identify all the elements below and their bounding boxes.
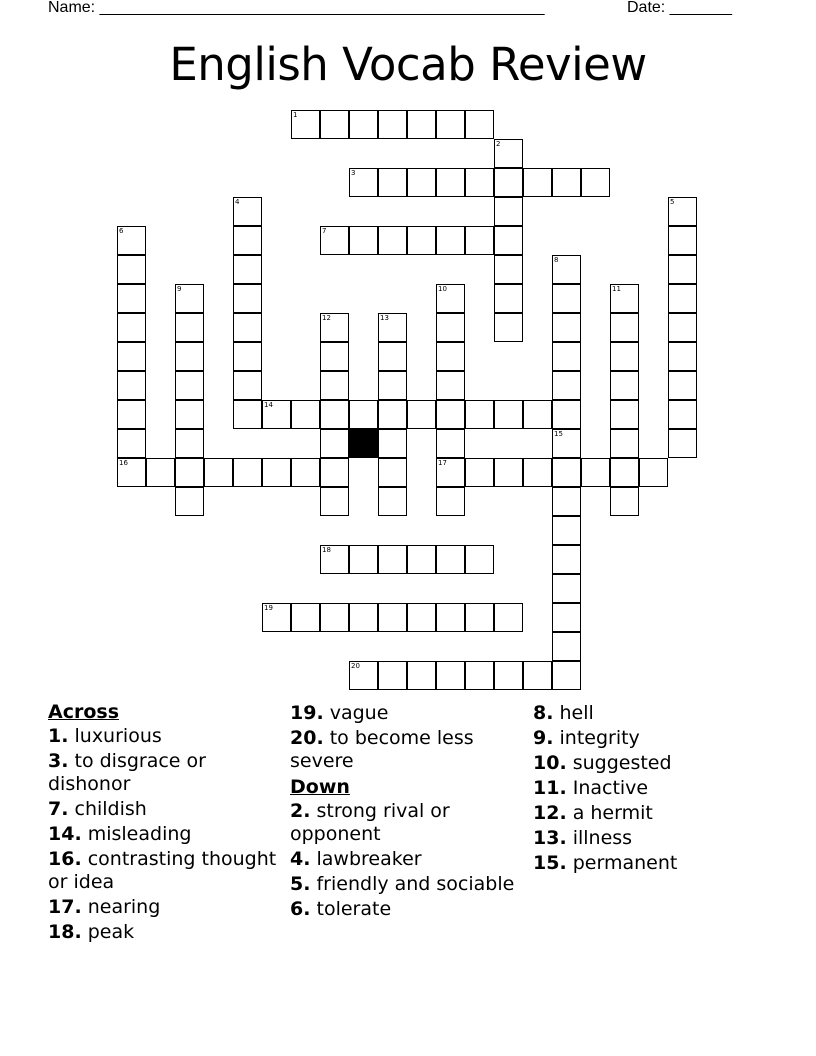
crossword-cell[interactable] [378,110,407,139]
crossword-cell[interactable] [465,168,494,197]
crossword-cell[interactable] [668,371,697,400]
clue-text: luxurious [68,725,162,747]
crossword-cell[interactable] [552,255,581,284]
clue-number: 8. [533,702,554,724]
crossword-cell[interactable] [175,371,204,400]
crossword-cell[interactable] [552,371,581,400]
crossword-cell[interactable] [320,342,349,371]
across-clue [48,823,283,846]
crossword-cell[interactable] [610,284,639,313]
crossword-cell[interactable] [320,313,349,342]
clue-number: 10 [438,285,447,293]
crossword-cell[interactable] [320,487,349,516]
clue-text: illness [566,827,633,849]
crossword-cell[interactable] [668,342,697,371]
clue-number: 17. [48,896,82,918]
crossword-cell[interactable] [349,603,378,632]
crossword-cell[interactable] [581,458,610,487]
clue-text: Inactive [566,777,649,799]
down-clue [533,777,768,800]
crossword-cell[interactable] [320,603,349,632]
clue-text: vague [323,702,389,724]
across-heading: Across [48,701,120,723]
crossword-cell[interactable] [262,458,291,487]
across-clue [48,848,283,894]
clue-number: 4. [290,848,311,870]
clue-number: 12 [322,314,331,322]
crossword-cell[interactable] [610,487,639,516]
crossword-cell[interactable] [175,284,204,313]
crossword-cell[interactable] [465,545,494,574]
clue-text: to disgrace or dishonor [48,750,206,795]
crossword-cell[interactable] [378,661,407,690]
crossword-cell[interactable] [320,400,349,429]
crossword-cell[interactable] [262,400,291,429]
crossword-cell[interactable] [552,313,581,342]
crossword-cell[interactable] [436,661,465,690]
crossword-cell[interactable] [552,342,581,371]
crossword-cell[interactable] [175,313,204,342]
clue-column-3 [533,702,768,877]
crossword-cell[interactable] [581,168,610,197]
crossword-cell[interactable] [668,313,697,342]
crossword-cell[interactable] [465,458,494,487]
clue-text: tolerate [310,898,392,920]
clue-text: hell [553,702,594,724]
crossword-cell[interactable] [204,458,233,487]
crossword-cell[interactable] [378,313,407,342]
crossword-cell[interactable] [552,168,581,197]
crossword-cell[interactable] [117,284,146,313]
crossword-cell[interactable] [552,661,581,690]
clue-number: 20. [290,727,324,749]
crossword-cell[interactable] [175,400,204,429]
crossword-cell[interactable] [378,545,407,574]
across-clue [290,727,525,773]
clue-number: 16. [48,848,82,870]
crossword-cell[interactable] [523,661,552,690]
crossword-cell[interactable] [349,400,378,429]
page-title: English Vocab Review [169,38,647,91]
crossword-cell[interactable] [494,139,523,168]
crossword-cell[interactable] [436,429,465,458]
clue-text: contrasting thought or idea [48,848,277,893]
crossword-cell[interactable] [465,226,494,255]
clue-text: misleading [81,823,192,845]
date-label: Date: [627,0,670,16]
clue-text: a hermit [566,802,653,824]
clue-number: 19. [290,702,324,724]
crossword-cell[interactable] [610,313,639,342]
down-clue [290,898,525,921]
crossword-cell[interactable] [552,603,581,632]
crossword-cell[interactable] [146,458,175,487]
crossword-cell[interactable] [233,342,262,371]
crossword-cell[interactable] [407,400,436,429]
clue-text: lawbreaker [310,848,422,870]
crossword-cell[interactable] [349,545,378,574]
crossword-cell[interactable] [552,429,581,458]
clue-text: friendly and sociable [310,873,515,895]
crossword-cell[interactable] [610,458,639,487]
crossword-cell[interactable] [320,458,349,487]
across-clue [48,896,283,919]
clue-number: 4 [235,198,240,206]
crossword-cell[interactable] [494,603,523,632]
crossword-cell[interactable] [668,429,697,458]
down-clue [533,752,768,775]
down-clue [533,852,768,875]
crossword-cell[interactable] [407,168,436,197]
crossword-cell[interactable] [262,603,291,632]
down-clue [290,848,525,871]
clue-number: 19 [264,604,273,612]
clue-number: 5. [290,873,311,895]
down-clue [290,800,525,846]
crossword-cell[interactable] [407,603,436,632]
crossword-cell[interactable] [349,226,378,255]
clue-number: 14 [264,401,273,409]
crossword-cell[interactable] [233,313,262,342]
crossword-cell[interactable] [523,400,552,429]
name-line[interactable]: __________________________________________________ [99,0,545,16]
crossword-cell[interactable] [436,603,465,632]
clue-number: 7. [48,798,69,820]
crossword-cell[interactable] [175,458,204,487]
down-clue [533,727,768,750]
clue-text: permanent [566,852,678,874]
clue-number: 7 [322,227,327,235]
clue-number: 6 [119,227,124,235]
clue-number: 2. [290,800,311,822]
name-label: Name: [48,0,100,16]
clue-number: 12. [533,802,567,824]
down-clue [290,873,525,896]
across-clue [48,798,283,821]
crossword-cell[interactable] [552,458,581,487]
crossword-cell[interactable] [378,342,407,371]
clue-number: 8 [554,256,559,264]
clue-number: 5 [670,198,675,206]
crossword-cell[interactable] [117,458,146,487]
crossword-cell[interactable] [436,400,465,429]
crossword-cell[interactable] [175,487,204,516]
across-clue [290,702,525,725]
clue-text: to become less severe [290,727,474,772]
crossword-cell[interactable] [436,110,465,139]
clue-number: 17 [438,459,447,467]
crossword-cell[interactable] [117,429,146,458]
crossword-cell[interactable] [523,168,552,197]
crossword-cell[interactable] [320,110,349,139]
crossword-cell[interactable] [668,226,697,255]
clue-number: 14. [48,823,82,845]
clue-text: peak [81,921,135,943]
crossword-cell[interactable] [523,458,552,487]
crossword-cell[interactable] [320,429,349,458]
crossword-cell[interactable] [233,458,262,487]
crossword-cell[interactable] [436,168,465,197]
crossword-cell[interactable] [407,110,436,139]
crossword-cell[interactable] [552,400,581,429]
crossword-cell[interactable] [407,661,436,690]
clue-number: 15 [554,430,563,438]
crossword-cell[interactable] [552,284,581,313]
clue-number: 10. [533,752,567,774]
clue-number: 13 [380,314,389,322]
clue-number: 13. [533,827,567,849]
clue-column-1 [48,700,283,946]
clue-text: childish [68,798,147,820]
crossword-cell[interactable] [117,400,146,429]
crossword-cell[interactable] [610,400,639,429]
crossword-cell[interactable] [494,400,523,429]
clue-number: 16 [119,459,128,467]
crossword-cell[interactable] [349,168,378,197]
clue-number: 1. [48,725,69,747]
crossword-cell[interactable] [436,284,465,313]
clue-text: strong rival or opponent [290,800,450,845]
crossword-cell[interactable] [494,284,523,313]
crossword-cell[interactable] [552,632,581,661]
crossword-cell[interactable] [291,400,320,429]
clue-number: 9 [177,285,182,293]
crossword-cell[interactable] [117,255,146,284]
clue-number: 2 [496,140,501,148]
crossword-cell[interactable] [610,429,639,458]
crossword-cell[interactable] [552,516,581,545]
clue-number: 9. [533,727,554,749]
clue-number: 3 [351,169,356,177]
crossword-cell[interactable] [465,110,494,139]
crossword-cell[interactable] [494,458,523,487]
crossword-cell[interactable] [436,342,465,371]
crossword-cell[interactable] [552,545,581,574]
crossword-cell[interactable] [233,400,262,429]
crossword-cell[interactable] [233,371,262,400]
clue-number: 20 [351,662,360,670]
across-clue [48,725,283,748]
crossword-cell[interactable] [349,110,378,139]
clue-column-2 [290,702,525,923]
clue-number: 18. [48,921,82,943]
crossword-cell[interactable] [378,371,407,400]
crossword-cell[interactable] [494,255,523,284]
crossword-block [349,429,378,458]
date-line[interactable]: _______ [669,0,732,16]
crossword-cell[interactable] [465,603,494,632]
clue-number: 11. [533,777,567,799]
clue-text: suggested [566,752,672,774]
down-clue [533,827,768,850]
down-clue [533,802,768,825]
crossword-cell[interactable] [378,487,407,516]
crossword-cell[interactable] [668,255,697,284]
crossword-cell[interactable] [175,429,204,458]
crossword-cell[interactable] [378,400,407,429]
crossword-cell[interactable] [291,603,320,632]
crossword-cell[interactable] [494,661,523,690]
crossword-cell[interactable] [436,458,465,487]
crossword-cell[interactable] [494,313,523,342]
crossword-cell[interactable] [233,197,262,226]
clue-number: 3. [48,750,69,772]
crossword-cell[interactable] [494,226,523,255]
clue-number: 15. [533,852,567,874]
clue-number: 1 [293,111,298,119]
clue-number: 18 [322,546,331,554]
crossword-cell[interactable] [494,197,523,226]
crossword-cell[interactable] [552,574,581,603]
crossword-cell[interactable] [436,545,465,574]
crossword-cell[interactable] [668,284,697,313]
crossword-cell[interactable] [639,458,668,487]
across-clue [48,750,283,796]
crossword-cell[interactable] [175,342,204,371]
crossword-cell[interactable] [378,429,407,458]
clue-text: integrity [553,727,640,749]
crossword-cell[interactable] [233,255,262,284]
crossword-cell[interactable] [117,371,146,400]
crossword-cell[interactable] [378,458,407,487]
clue-number: 6. [290,898,311,920]
crossword-cell[interactable] [320,545,349,574]
crossword-cell[interactable] [117,342,146,371]
crossword-cell[interactable] [610,342,639,371]
crossword-cell[interactable] [668,400,697,429]
crossword-cell[interactable] [610,371,639,400]
crossword-cell[interactable] [407,545,436,574]
clue-number: 11 [612,285,621,293]
crossword-cell[interactable] [465,661,494,690]
crossword-cell[interactable] [378,226,407,255]
crossword-cell[interactable] [291,110,320,139]
crossword-cell[interactable] [117,226,146,255]
across-clue [48,921,283,944]
crossword-cell[interactable] [436,487,465,516]
crossword-cell[interactable] [378,168,407,197]
crossword-cell[interactable] [436,313,465,342]
clue-text: nearing [81,896,161,918]
crossword-cell[interactable] [668,197,697,226]
crossword-cell[interactable] [233,226,262,255]
crossword-cell[interactable] [291,458,320,487]
crossword-cell[interactable] [552,487,581,516]
crossword-cell[interactable] [233,284,262,313]
crossword-cell[interactable] [349,661,378,690]
crossword-cell[interactable] [465,400,494,429]
crossword-cell[interactable] [320,371,349,400]
crossword-cell[interactable] [436,371,465,400]
crossword-cell[interactable] [494,168,523,197]
crossword-cell[interactable] [436,226,465,255]
down-clue [533,702,768,725]
crossword-cell[interactable] [378,603,407,632]
crossword-cell[interactable] [407,226,436,255]
crossword-cell[interactable] [117,313,146,342]
down-heading: Down [290,776,350,798]
crossword-cell[interactable] [320,226,349,255]
